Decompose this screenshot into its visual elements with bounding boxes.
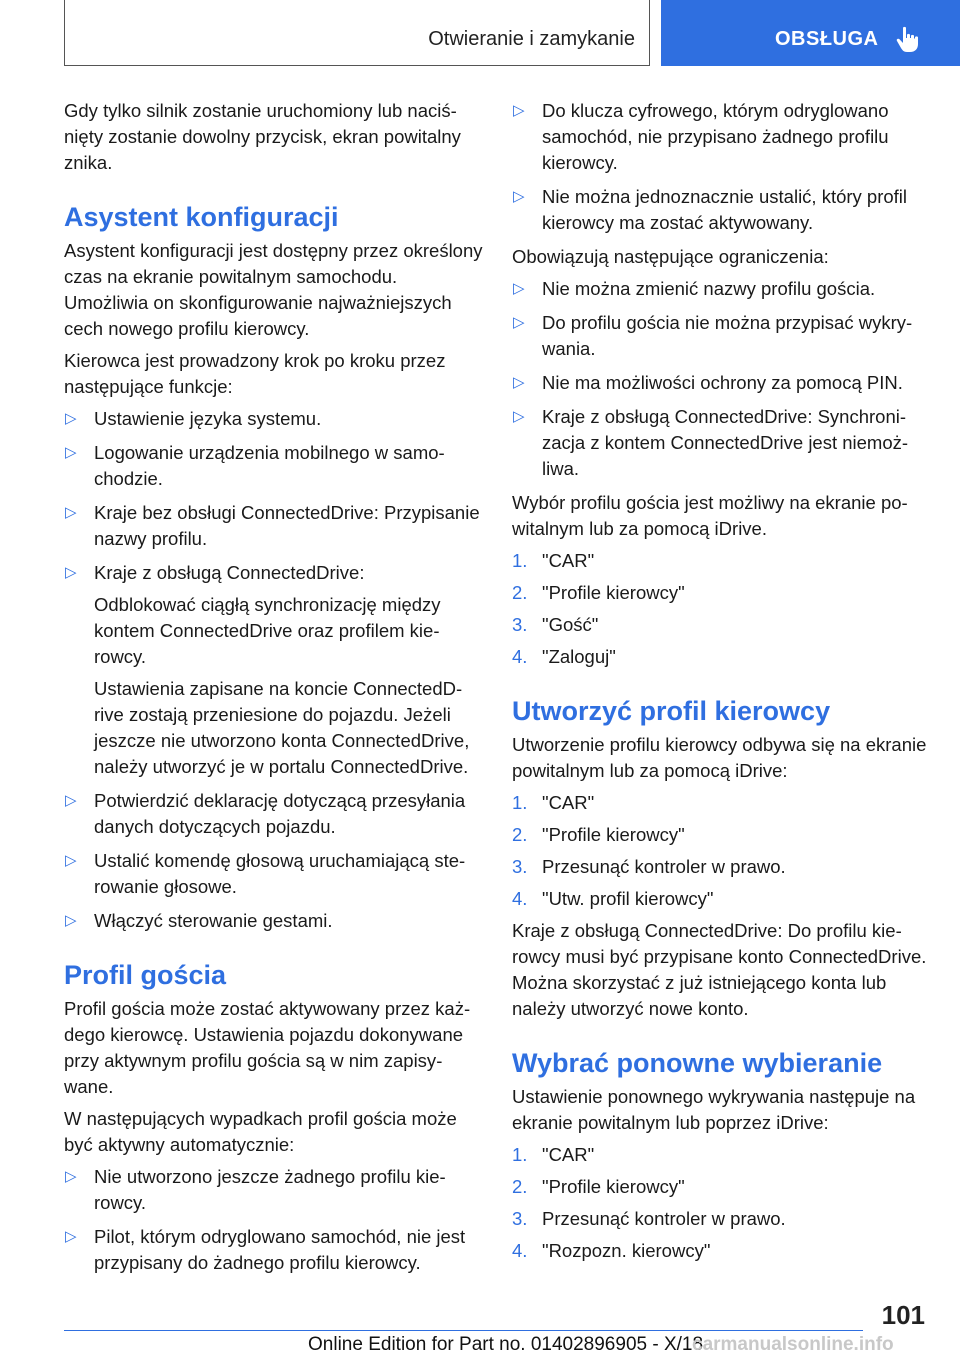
list-item: ▷ Do profilu gościa nie można przypisać wykrywania. bbox=[513, 312, 913, 359]
list-item: ▷ Kraje z obsługą ConnectedDrive: Synchronizacja z kontem ConnectedDrive jest niemożliwa. bbox=[513, 406, 909, 479]
list-item: ▷ Kraje bez obsługi ConnectedDrive: Przypisanie nazwy profilu. bbox=[65, 502, 480, 549]
list-item: 1. "CAR" bbox=[512, 550, 595, 571]
heading-config-assistant: Asystent konfiguracji bbox=[64, 202, 339, 232]
triangle-bullet-icon: ▷ bbox=[65, 792, 77, 809]
list-item: 3. "Gość" bbox=[512, 614, 599, 635]
list-item: ▷ Nie utworzono jeszcze żadnego profilu kierowcy. bbox=[65, 1166, 446, 1213]
create-steps-list bbox=[512, 790, 932, 912]
triangle-bullet-icon: ▷ bbox=[65, 852, 77, 869]
guest-bullet-list-continued bbox=[512, 98, 932, 236]
header-section-box bbox=[661, 0, 960, 66]
triangle-bullet-icon: ▷ bbox=[513, 374, 525, 391]
hand-pointer-icon bbox=[893, 24, 923, 54]
triangle-bullet-icon: ▷ bbox=[65, 1228, 77, 1245]
list-item: 1. "CAR" bbox=[512, 792, 595, 813]
list-item: ▷ Kraje z obsługą ConnectedDrive: Odblokować ciągłą synchronizację między kontem ConnectedDrive oraz profilem kierowcy. Ustawienia zapisane na koncie ConnectedDrive zostają przeniesione do pojazdu. Jeżeli jeszcze nie utworzono konta ConnectedDrive, należy utworzyć je w portalu ConnectedDrive. bbox=[64, 560, 484, 780]
right-column bbox=[512, 98, 932, 1270]
config-bullet-list bbox=[64, 406, 484, 934]
list-item: ▷ Pilot, którym odryglowano samochód, nie jest przypisany do żadnego profilu kierowcy. bbox=[65, 1226, 466, 1273]
triangle-bullet-icon: ▷ bbox=[513, 408, 525, 425]
list-item: ▷ Do klucza cyfrowego, którym odryglowano samochód, nie przypisano żadnego profilu kierowcy. bbox=[513, 100, 889, 173]
list-item: 3. Przesunąć kontroler w prawo. bbox=[512, 856, 786, 877]
list-item: 2. "Profile kierowcy" bbox=[512, 1176, 685, 1197]
list-item: 4. "Zaloguj" bbox=[512, 646, 616, 667]
triangle-bullet-icon: ▷ bbox=[513, 314, 525, 331]
guest-paragraph-1: Profil gościa może zostać aktywowany przez każdego kierowcę. Ustawienia pojazdu dokonywane przy aktywnym profilu gościa są w nim zapisywane. bbox=[64, 998, 471, 1097]
triangle-bullet-icon: ▷ bbox=[65, 1168, 77, 1185]
list-item: ▷ Ustawienie języka systemu. bbox=[64, 406, 484, 432]
list-item: 4. "Utw. profil kierowcy" bbox=[512, 888, 714, 909]
footer-divider bbox=[64, 1330, 863, 1331]
list-item: ▷ Nie ma możliwości ochrony za pomocą PIN. bbox=[512, 370, 932, 396]
restrictions-intro: Obowiązują następujące ograniczenia: bbox=[512, 246, 829, 267]
chapter-title: Otwieranie i zamykanie bbox=[428, 28, 635, 50]
page-number: 101 bbox=[881, 1300, 925, 1330]
triangle-bullet-icon: ▷ bbox=[65, 912, 77, 929]
footer-edition: Online Edition for Part no. 01402896905 - X/18 bbox=[308, 1334, 704, 1355]
triangle-bullet-icon: ▷ bbox=[65, 504, 77, 521]
intro-paragraph: Gdy tylko silnik zostanie uruchomiony lub naciśnięty zostanie dowolny przycisk, ekran powitalny znika. bbox=[64, 100, 461, 173]
list-item: 4. "Rozpozn. kierowcy" bbox=[512, 1240, 711, 1261]
list-item: ▷ Logowanie urządzenia mobilnego w samochodzie. bbox=[65, 442, 445, 489]
connecteddrive-sub-paragraph-2: Ustawienia zapisane na koncie ConnectedDrive zostają przeniesione do pojazdu. Jeżeli jeszcze nie utworzono konta ConnectedDrive, należy utworzyć je w portalu ConnectedDrive. bbox=[94, 678, 470, 777]
list-item: 2. "Profile kierowcy" bbox=[512, 582, 685, 603]
triangle-bullet-icon: ▷ bbox=[65, 564, 77, 581]
left-column bbox=[64, 98, 484, 1284]
triangle-bullet-icon: ▷ bbox=[513, 102, 525, 119]
config-paragraph-1: Asystent konfiguracji jest dostępny przez określony czas na ekranie powitalnym samochodu. Umożliwia on skonfigurowanie najważniejszych cech nowego profilu kierowcy. bbox=[64, 240, 483, 339]
guest-select-paragraph: Wybór profilu gościa jest możliwy na ekranie powitalnym lub za pomocą iDrive. bbox=[512, 492, 908, 539]
connecteddrive-sub-paragraph-1: Odblokować ciągłą synchronizację między kontem ConnectedDrive oraz profilem kierowcy. bbox=[94, 594, 441, 667]
triangle-bullet-icon: ▷ bbox=[513, 188, 525, 205]
config-paragraph-2: Kierowca jest prowadzony krok po kroku przez następujące funkcje: bbox=[64, 350, 446, 397]
triangle-bullet-icon: ▷ bbox=[513, 280, 525, 297]
heading-recognition: Wybrać ponowne wybieranie bbox=[512, 1048, 883, 1078]
list-item: ▷ Potwierdzić deklarację dotyczącą przesyłania danych dotyczących pojazdu. bbox=[65, 790, 466, 837]
guest-steps-list bbox=[512, 548, 932, 670]
list-item: 2. "Profile kierowcy" bbox=[512, 824, 685, 845]
create-paragraph-2: Kraje z obsługą ConnectedDrive: Do profilu kierowcy musi być przypisane konto ConnectedDrive. Można skorzystać z już istniejącego konta lub należy utworzyć nowe konto. bbox=[512, 920, 927, 1019]
list-item: ▷ Nie można zmienić nazwy profilu gościa. bbox=[512, 276, 932, 302]
header-chapter-box bbox=[64, 0, 650, 66]
list-item: ▷ Nie można jednoznacznie ustalić, który profil kierowcy ma zostać aktywowany. bbox=[513, 186, 908, 233]
restrictions-list bbox=[512, 276, 932, 482]
recognition-steps-list bbox=[512, 1142, 932, 1264]
list-item: ▷ Włączyć sterowanie gestami. bbox=[64, 908, 484, 934]
list-item: 1. "CAR" bbox=[512, 1144, 595, 1165]
list-item: ▷ Ustalić komendę głosową uruchamiającą sterowanie głosowe. bbox=[65, 850, 466, 897]
recognition-paragraph: Ustawienie ponownego wykrywania następuje na ekranie powitalnym lub poprzez iDrive: bbox=[512, 1086, 916, 1133]
triangle-bullet-icon: ▷ bbox=[65, 444, 77, 461]
triangle-bullet-icon: ▷ bbox=[65, 410, 77, 427]
guest-paragraph-2: W następujących wypadkach profil gościa może być aktywny automatycznie: bbox=[64, 1108, 457, 1155]
heading-create-profile: Utworzyć profil kierowcy bbox=[512, 696, 831, 726]
create-paragraph-1: Utworzenie profilu kierowcy odbywa się na ekranie powitalnym lub za pomocą iDrive: bbox=[512, 734, 927, 781]
footer-watermark: carmanualsonline.info bbox=[692, 1334, 894, 1355]
heading-guest-profile: Profil gościa bbox=[64, 960, 227, 990]
guest-bullet-list bbox=[64, 1164, 484, 1276]
list-item: 3. Przesunąć kontroler w prawo. bbox=[512, 1208, 786, 1229]
section-label: OBSŁUGA bbox=[775, 28, 879, 50]
